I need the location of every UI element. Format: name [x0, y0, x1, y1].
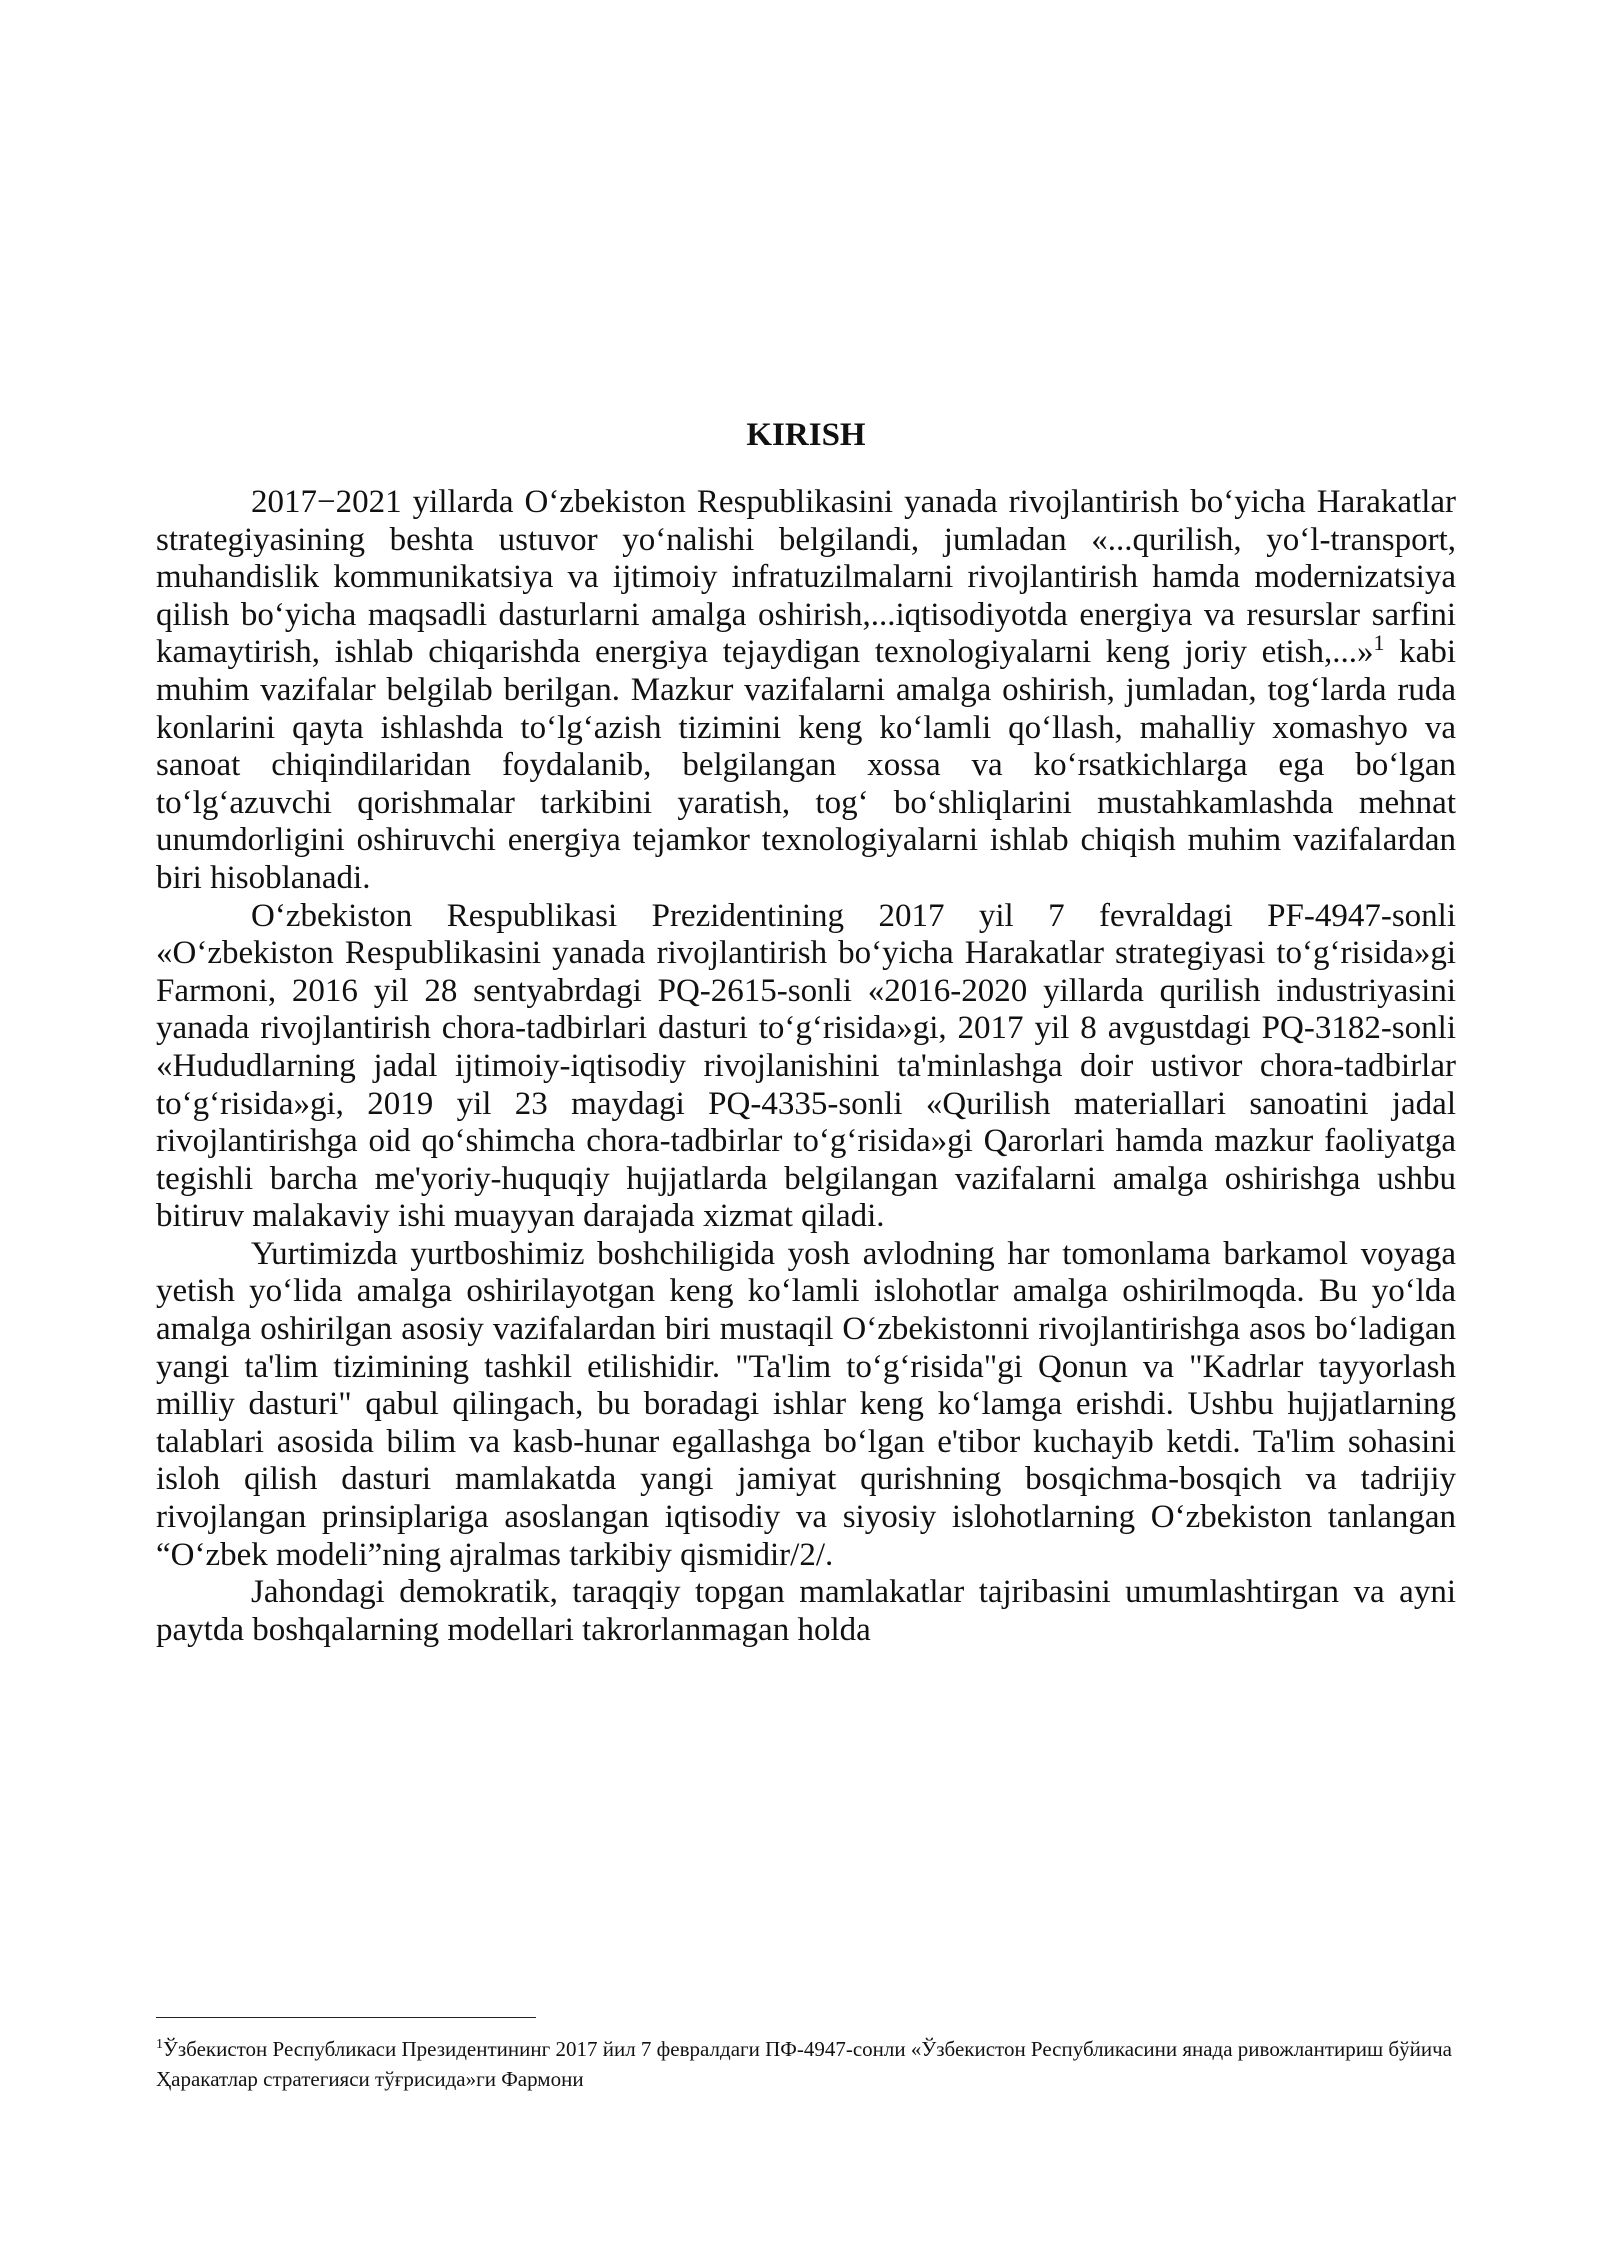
page-title: KIRISH: [746, 417, 866, 453]
paragraph-4: Jahondagi demokratik, taraqqiy topgan mamlakatlar tajribasini umumlashtirgan va ayni paytda boshqalarning modellari takrorlanmagan holda: [156, 1574, 1456, 1648]
paragraph-1-text: 2017−2021 yillarda O‘zbekiston Respublikasini yanada rivojlantirish bo‘yicha Harakatlar strategiyasining beshta ustuvor yo‘nalishi belgilandi, jumladan «...qurilish, yo‘l-transport, muhandislik kommunikatsiya va ijtimoiy infratuzilmalarni rivojlantirish hamda modernizatsiya qilish bo‘yicha maqsadli dasturlarni amalga oshirish,...iqtisodiyotda energiya va resurslar sarfini kamaytirish, ishlab chiqarishda energiya tejaydigan texnologiyalarni keng joriy etish,...»: [156, 484, 1456, 671]
paragraph-1-text-continued: kabi muhim vazifalar belgilab berilgan. Mazkur vazifalarni amalga oshirish, jumladan, tog‘larda ruda konlarini qayta ishlashda to‘lg‘azish tizimini keng ko‘lamli qo‘llash, mahalliy xomashyo va sanoat chiqindilaridan foydalanib, belgilangan xossa va ko‘rsatkichlarga ega bo‘lgan to‘lg‘azuvchi qorishmalar tarkibini yaratish, tog‘ bo‘shliqlarini mustahkamlashda mehnat unumdorligini oshiruvchi energiya tejamkor texnologiyalarni ishlab chiqish muhim vazifalardan biri hisoblanadi.: [156, 634, 1456, 896]
footnote-text: Ўзбекистон Республикаси Президентининг 2017 йил 7 февралдаги ПФ-4947-сонли «Ўзбекистон Республикасини янада ривожлантириш бўйича Ҳаракатлар стратегияси тўғрисида»ги Фармони: [156, 2037, 1452, 2091]
footnote-number: 1: [156, 2037, 163, 2052]
footnote-divider: [156, 2017, 536, 2018]
document-page: [156, 0, 1456, 2262]
footnote-reference: 1: [1373, 630, 1385, 656]
paragraph-3: Yurtimizda yurtboshimiz boshchiligida yosh avlodning har tomonlama barkamol voyaga yetish yo‘lida amalga oshirilayotgan keng ko‘lamli islohotlar amalga oshirilmoqda. Bu yo‘lda amalga oshirilgan asosiy vazifalardan biri mustaqil O‘zbekistonni rivojlantirishga asos bo‘ladigan yangi ta'lim tizimining tashkil etilishidir. "Ta'lim to‘g‘risida"gi Qonun va "Kadrlar tayyorlash milliy dasturi" qabul qilingach, bu boradagi ishlar keng ko‘lamga erishdi. Ushbu hujjatlarning talablari asosida bilim va kasb-hunar egallashga bo‘lgan e'tibor kuchayib ketdi. Ta'lim sohasini isloh qilish dasturi mamlakatda yangi jamiyat qurishning bosqichma-bosqich va tadrijiy rivojlangan prinsiplariga asoslangan iqtisodiy va siyosiy islohotlarning O‘zbekiston tanlangan “O‘zbek modeli”ning ajralmas tarkibiy qismidir/2/.: [156, 1235, 1456, 1573]
footnote: [156, 2034, 1456, 2094]
document-body: [156, 484, 1456, 1649]
paragraph-1: [156, 484, 1456, 898]
paragraph-2: O‘zbekiston Respublikasi Prezidentining 2017 yil 7 fevraldagi PF-4947-sonli «O‘zbekiston Respublikasini yanada rivojlantirish bo‘yicha Harakatlar strategiyasi to‘g‘risida»gi Farmoni, 2016 yil 28 sentyabrdagi PQ-2615-sonli «2016-2020 yillarda qurilish industriyasini yanada rivojlantirish chora-tadbirlari dasturi to‘g‘risida»gi, 2017 yil 8 avgustdagi PQ-3182-sonli «Hududlarning jadal ijtimoiy-iqtisodiy rivojlanishini ta'minlashga doir ustivor chora-tadbirlar to‘g‘risida»gi, 2019 yil 23 maydagi PQ-4335-sonli «Qurilish materiallari sanoatini jadal rivojlantirishga oid qo‘shimcha chora-tadbirlar to‘g‘risida»gi Qarorlari hamda mazkur faoliyatga tegishli barcha me'yoriy-huquqiy hujjatlarda belgilangan vazifalarni amalga oshirishga ushbu bitiruv malakaviy ishi muayyan darajada xizmat qiladi.: [156, 897, 1456, 1235]
